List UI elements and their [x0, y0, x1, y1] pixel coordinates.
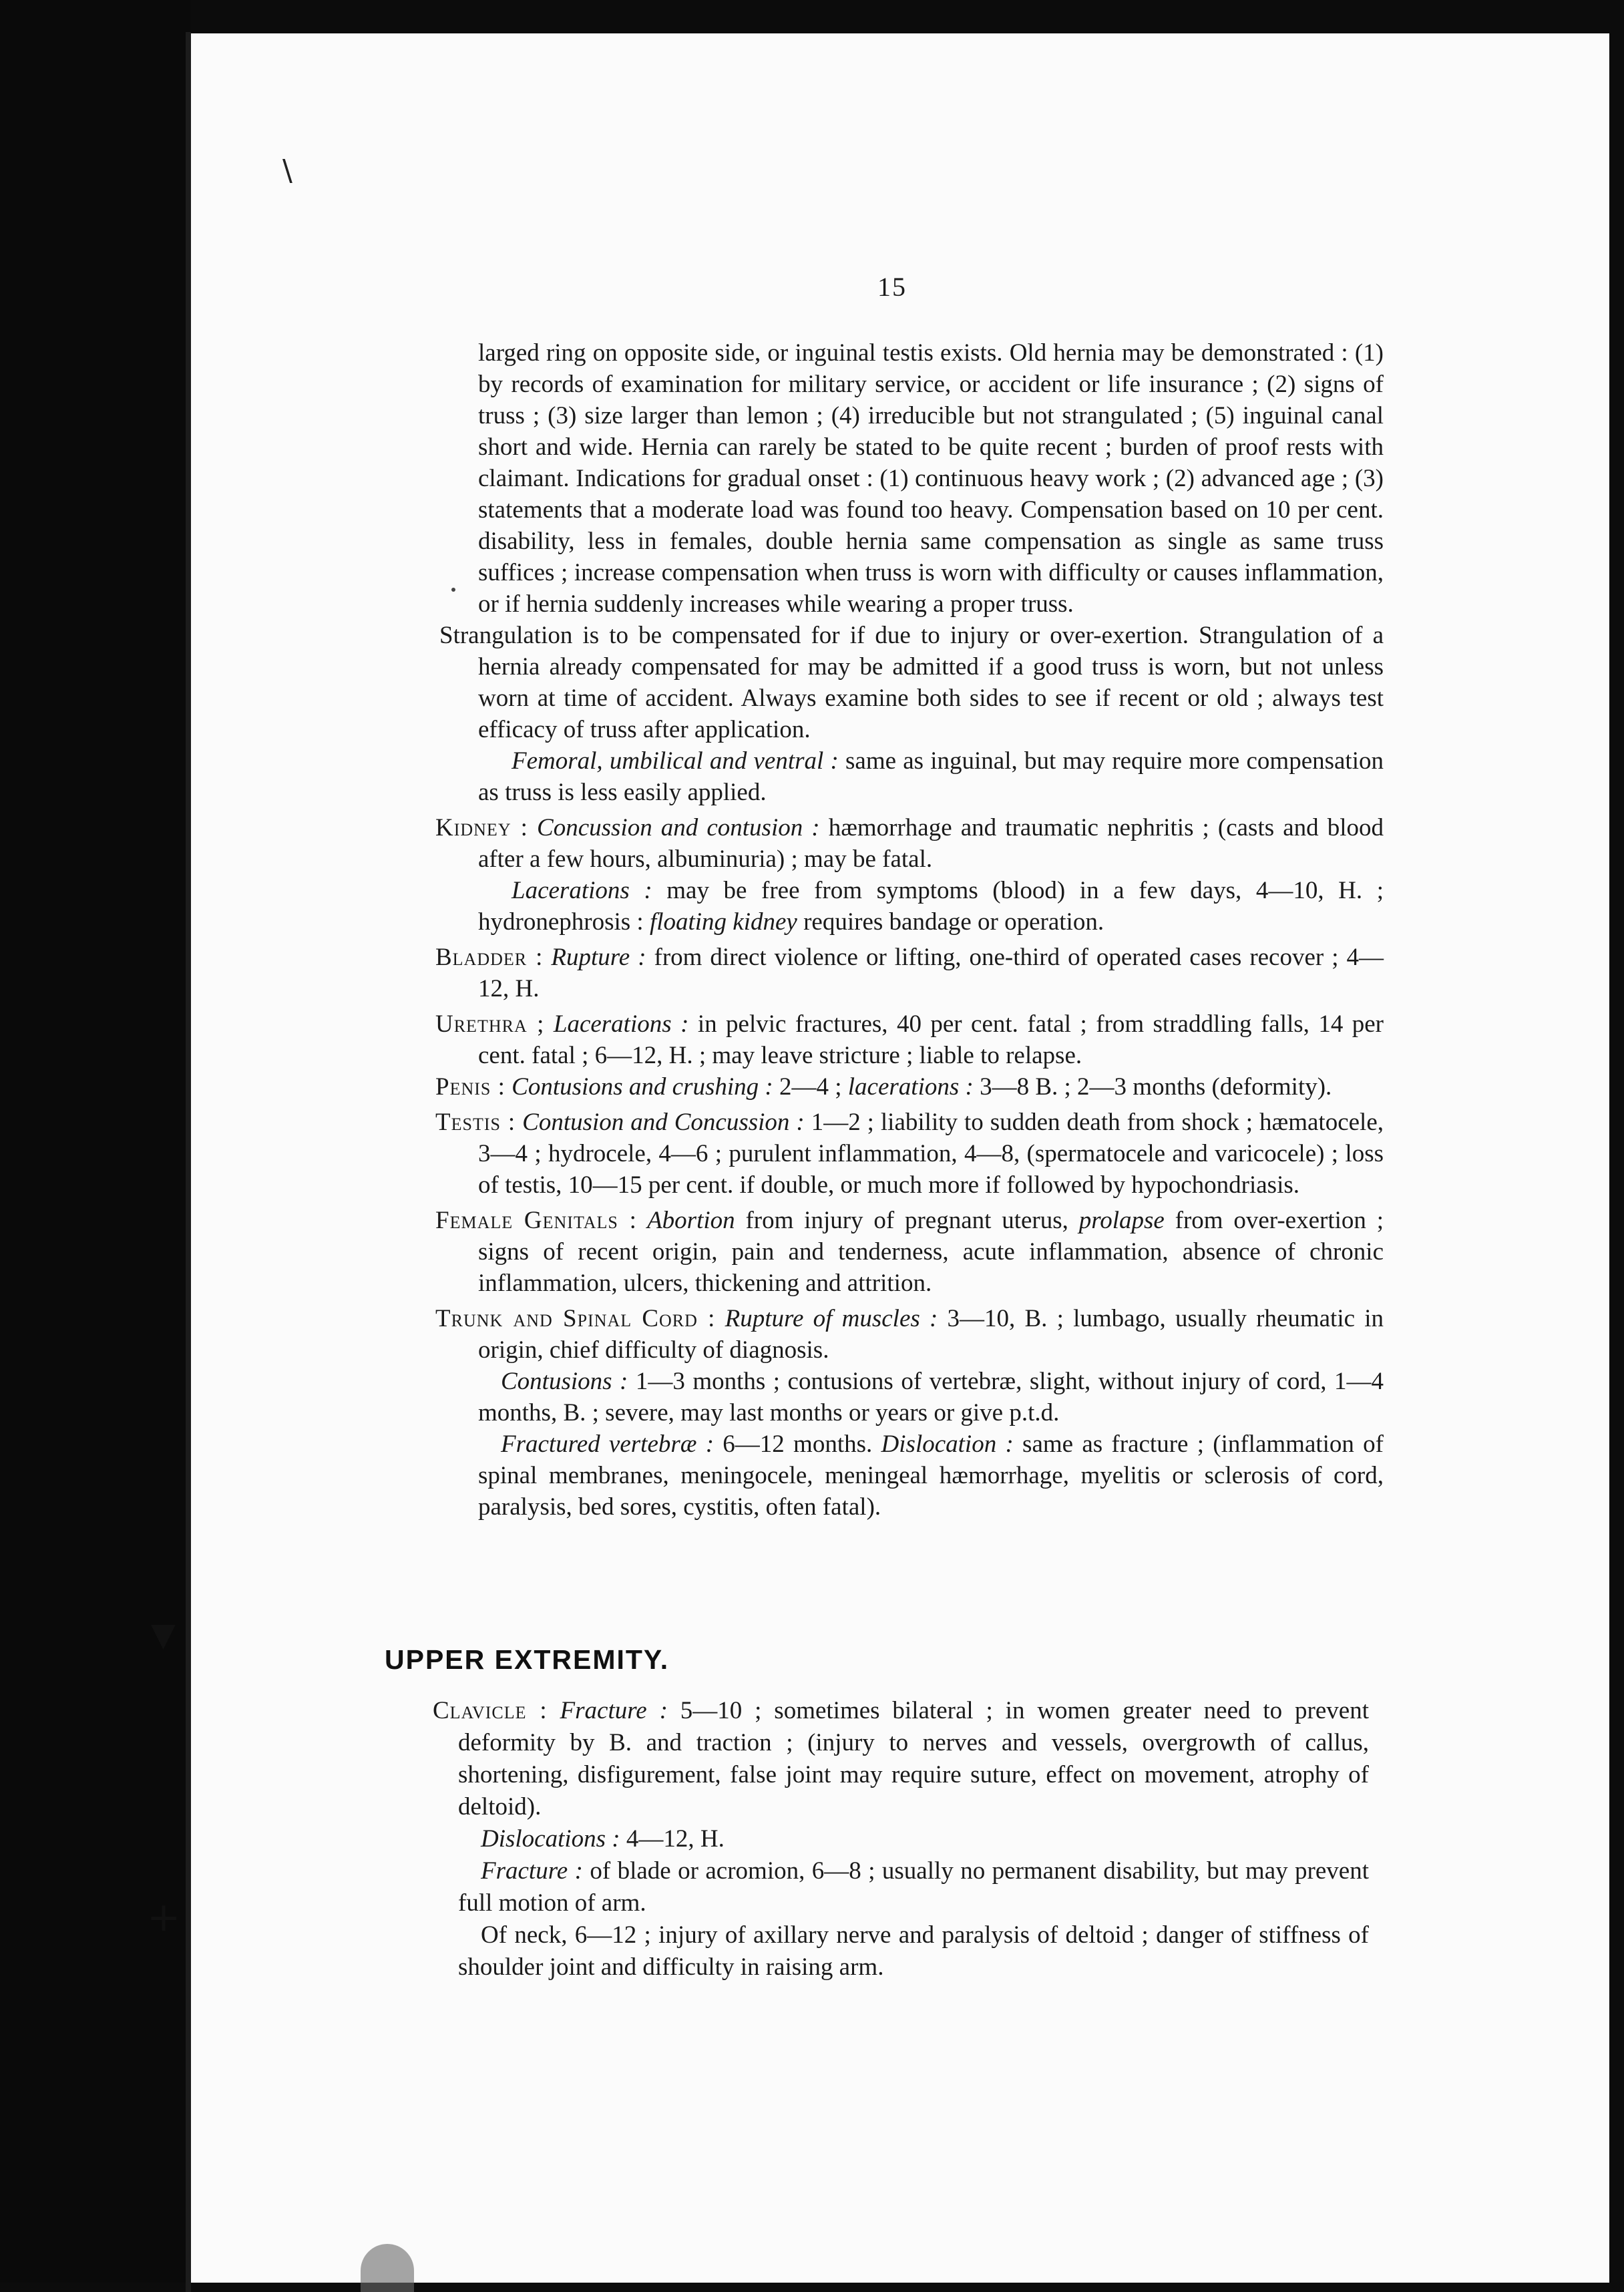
entry-head-female-genitals: Female Genitals : — [435, 1207, 637, 1234]
entry-head-penis: Penis : — [435, 1073, 505, 1101]
entry-head-clavicle: Clavicle : — [433, 1697, 548, 1724]
entry-kidney: Kidney : Concussion and contusion : hæmorrhage and traumatic nephritis ; (casts and blood after a few hours, albuminuria) ; may be fatal. — [435, 814, 1384, 873]
margin-tick-mark: \ — [282, 154, 292, 188]
section-heading: UPPER EXTREMITY. — [385, 1644, 670, 1675]
paragraph-fractured-vertebrae: Fractured vertebræ : 6—12 months. Dislocation : same as fracture ; (inflammation of spinal membranes, meningocele, meningeal hæmorrhage, myelitis or sclerosis of cord, paralysis, bed sores, cystitis, often fatal). — [478, 1430, 1384, 1521]
paragraph-lacerations-kidney: Lacerations : may be free from symptoms (blood) in a few days, 4—10, H. ; hydronephrosis : floating kidney requires bandage or operation. — [478, 877, 1384, 936]
binding-spine — [186, 32, 191, 2292]
page-number: 15 — [877, 272, 907, 302]
scan-border-right — [1609, 0, 1624, 2292]
paragraph-dislocations: Dislocations : 4—12, H. — [481, 1825, 725, 1853]
entry-clavicle: Clavicle : Fracture : 5—10 ; sometimes bilateral ; in women greater need to prevent deformity by B. and traction ; (injury to nerves and vessels, overgrowth of callus, shortening, disfigurement, false joint may require suture, effect on movement, atrophy of deltoid). — [433, 1697, 1369, 1821]
scan-border-left — [0, 0, 190, 2292]
subheading-femoral: Femoral, umbilical and ventral : — [512, 747, 839, 775]
entry-penis: Penis : Contusions and crushing : 2—4 ; lacerations : 3—8 B. ; 2—3 months (deformity). — [435, 1073, 1332, 1101]
paragraph-hernia: larged ring on opposite side, or inguinal testis exists. Old hernia may be demonstrated : (1) by records of examination for military service, or accident or life insurance ; (2) signs of truss ; (3) size larger than lemon ; (4) irreducible but not strangulated ; (5) inguinal canal short and wide. Hernia can rarely be stated to be quite recent ; burden of proof rests with claimant. Indications for gradual onset : (1) continuous heavy work ; (2) advanced age ; (3) statements that a moderate load was found too heavy. Compensation based on 10 per cent. disability, less in females, double hernia same compensation as single as same truss suffices ; increase compensation when truss is worn with difficulty or causes inflammation, or if hernia suddenly increases while wearing a proper truss. — [478, 339, 1384, 618]
paragraph-strangulation: Strangulation is to be compensated for if due to injury or over-exertion. Strangulation of a hernia already compensated for may be admitted if a good truss is worn, but not unless worn at time of accident. Always examine both sides to see if recent or old ; always test efficacy of truss after application. — [439, 622, 1384, 743]
section-body-text — [433, 1695, 1369, 1983]
entry-head-testis: Testis : — [435, 1109, 516, 1136]
entry-female-genitals: Female Genitals : Abortion from injury of pregnant uterus, prolapse from over-exertion ; signs of recent origin, pain and tenderness, acute inflammation, absence of chronic inflammation, ulcers, thickening and attrition. — [435, 1207, 1384, 1297]
scan-border-top — [0, 0, 1624, 33]
body-text — [435, 337, 1384, 1523]
entry-bladder: Bladder : Rupture : from direct violence or lifting, one-third of operated cases recover ; 4—12, H. — [435, 944, 1384, 1002]
entry-head-trunk: Trunk and Spinal Cord : — [435, 1305, 716, 1332]
paper-stain — [361, 2244, 414, 2292]
paragraph-contusions: Contusions : 1—3 months ; contusions of vertebræ, slight, without injury of cord, 1—4 months, B. ; severe, may last months or years or give p.t.d. — [478, 1368, 1384, 1426]
entry-testis: Testis : Contusion and Concussion : 1—2 ; liability to sudden death from shock ; hæmatocele, 3—4 ; hydrocele, 4—6 ; purulent inflammation, 4—8, (spermatocele and varicocele) ; loss of testis, 10—15 per cent. if double, or much more if followed by hypochondriasis. — [435, 1109, 1384, 1199]
entry-urethra: Urethra ; Lacerations : in pelvic fractures, 40 per cent. fatal ; from straddling falls, 14 per cent. fatal ; 6—12, H. ; may leave stricture ; liable to relapse. — [435, 1010, 1384, 1069]
entry-head-kidney: Kidney : — [435, 814, 528, 841]
binding-arrow-mark: ▼ — [151, 1616, 176, 1654]
entry-head-bladder: Bladder : — [435, 944, 544, 971]
paragraph-neck: Of neck, 6—12 ; injury of axillary nerve and paralysis of deltoid ; danger of stiffness of shoulder joint and difficulty in raising arm. — [458, 1921, 1369, 1981]
paragraph-fracture-blade: Fracture : of blade or acromion, 6—8 ; usually no permanent disability, but may prevent full motion of arm. — [458, 1857, 1369, 1917]
binding-cross-mark: + — [147, 1894, 181, 1941]
entry-head-urethra: Urethra ; — [435, 1010, 545, 1038]
scan-border-bottom — [0, 2283, 1624, 2292]
entry-trunk-spinal-cord: Trunk and Spinal Cord : Rupture of muscles : 3—10, B. ; lumbago, usually rheumatic in origin, chief difficulty of diagnosis. — [435, 1305, 1384, 1364]
paragraph-femoral: Femoral, umbilical and ventral : same as inguinal, but may require more compensation as truss is less easily applied. — [478, 747, 1384, 806]
